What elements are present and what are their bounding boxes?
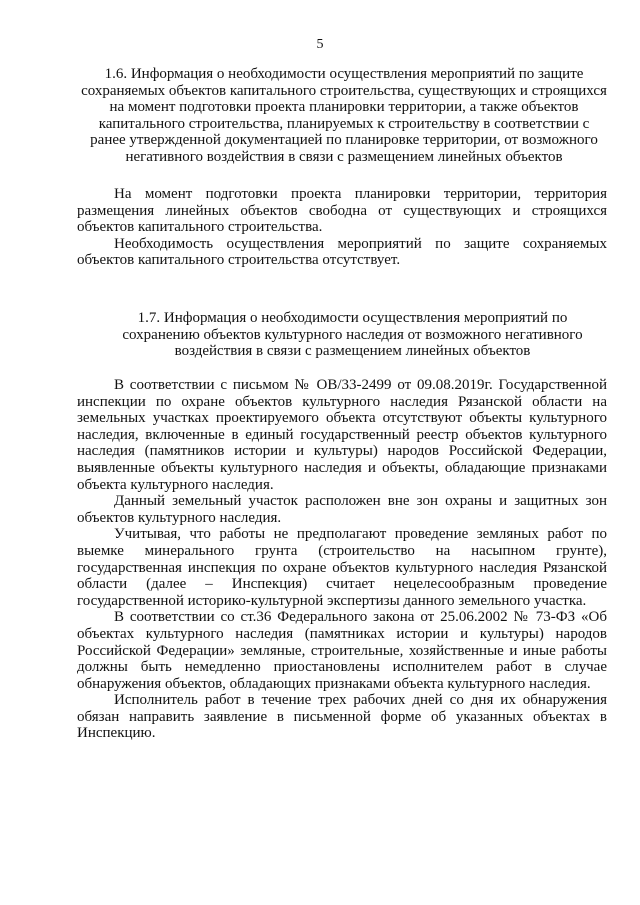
page-number: 5 bbox=[316, 37, 324, 52]
section-1-6-heading: 1.6. Информация о необходимости осуществления мероприятий по защите сохраняемых объектов капитального строительства, существующих и строящихся на момент подготовки проекта планировки территории, а также объектов капитального строительства, планируемых к строительству в соответствии с ранее утвержденной документацией по планировке территории, от возможного негативного воздействия в связи с размещением линейных объектов bbox=[81, 66, 607, 165]
section-1-7-body bbox=[77, 377, 607, 742]
paragraph: На момент подготовки проекта планировки территории, территория размещения линейных объектов свободна от существующих и строящихся объектов капитального строительства. bbox=[77, 186, 607, 236]
paragraph: Данный земельный участок расположен вне зон охраны и защитных зон объектов культурного наследия. bbox=[77, 493, 607, 526]
section-1-6-body bbox=[77, 186, 607, 269]
paragraph: Учитывая, что работы не предполагают проведение земляных работ по выемке минерального грунта (строительство на насыпном грунте), государственная инспекция по охране объектов культурного наследия Рязанской области (далее – Инспекция) считает нецелесообразным проведение государственной историко-культурной экспертизы данного земельного участка. bbox=[77, 526, 607, 609]
paragraph: Необходимость осуществления мероприятий по защите сохраняемых объектов капитального строительства отсутствует. bbox=[77, 235, 607, 269]
section-1-7-heading: 1.7. Информация о необходимости осуществления мероприятий по сохранению объектов культурного наследия от возможного негативного воздействия в связи с размещением линейных объектов bbox=[122, 310, 583, 360]
paragraph: В соответствии со ст.36 Федерального закона от 25.06.2002 № 73-ФЗ «Об объектах культурного наследия (памятниках истории и культуры) народов Российской Федерации» земляные, строительные, хозяйственные и иные работы должны быть немедленно приостановлены исполнителем работ в случае обнаружения объектов, обладающих признаками объекта культурного наследия. bbox=[77, 609, 607, 692]
paragraph: Исполнитель работ в течение трех рабочих дней со дня их обнаружения обязан направить заявление в письменной форме об указанных объектах в Инспекцию. bbox=[77, 692, 607, 742]
paragraph: В соответствии с письмом № ОВ/33-2499 от 09.08.2019г. Государственной инспекции по охране объектов культурного наследия Рязанской области на земельных участках проектируемого объекта отсутствуют объекты культурного наследия, включенные в единый государственный реестр объектов культурного наследия (памятников истории и культуры) народов Российской Федерации, выявленные объекты культурного наследия и объекты, обладающие признаками объекта культурного наследия. bbox=[77, 377, 607, 493]
